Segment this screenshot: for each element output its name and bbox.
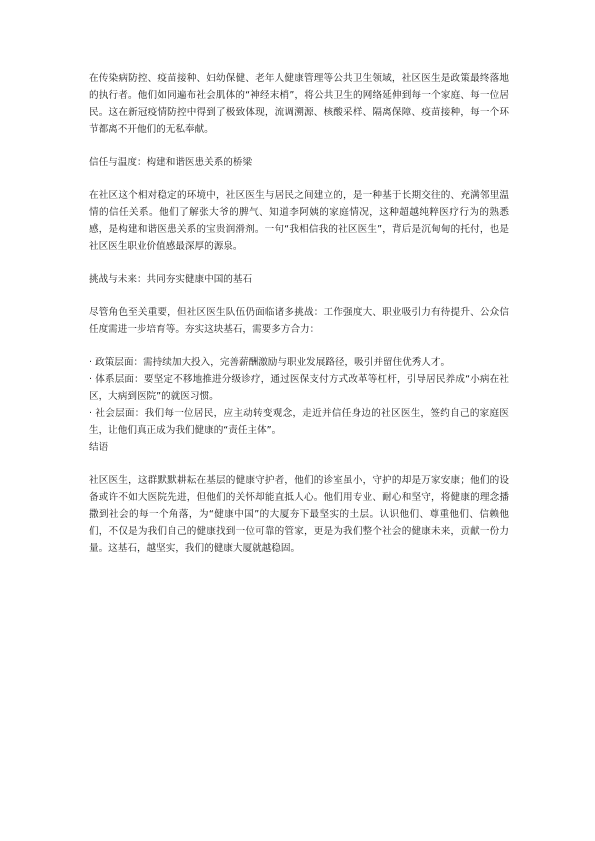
document-page bbox=[89, 70, 509, 557]
future-paragraph: 尽管角色至关重要，但社区医生队伍仍面临诸多挑战：工作强度大、职业吸引力有待提升、公众信任度需进一步培育等。夯实这块基石，需要多方合力： bbox=[89, 307, 509, 335]
section-heading-trust: 信任与温度：构建和谐医患关系的桥梁 bbox=[89, 157, 253, 168]
trust-paragraph: 在社区这个相对稳定的环境中，社区医生与居民之间建立的，是一种基于长期交往的、充满邻里温情的信任关系。他们了解张大爷的脾气、知道李阿姨的家庭情况，这种超越纯粹医疗行为的熟悉感，是构建和谐医患关系的宝贵润滑剂。一句“我相信我的社区医生”，背后是沉甸甸的托付，也是社区医生职业价值感最深厚的源泉。 bbox=[89, 190, 509, 252]
bullet-item-society: · 社会层面：我们每一位居民，应主动转变观念，走近并信任身边的社区医生，签约自己的家庭医生，让他们真正成为我们健康的“责任主体”。 bbox=[89, 408, 509, 436]
bullet-list bbox=[89, 354, 509, 439]
section-heading-conclusion: 结语 bbox=[89, 442, 109, 453]
bullet-item-policy: · 政策层面：需持续加大投入，完善薪酬激励与职业发展路径，吸引并留住优秀人才。 bbox=[89, 357, 451, 368]
intro-paragraph: 在传染病防控、疫苗接种、妇幼保健、老年人健康管理等公共卫生领域，社区医生是政策最终落地的执行者。他们如同遍布社会肌体的“神经末梢”，将公共卫生的网络延伸到每一个家庭、每一位居民。这在新冠疫情防控中得到了极致体现，流调溯源、核酸采样、隔离保障、疫苗接种，每一个环节都离不开他们的无私奉献。 bbox=[89, 73, 509, 135]
section-heading-future: 挑战与未来：共同夯实健康中国的基石 bbox=[89, 274, 253, 285]
conclusion-paragraph: 社区医生，这群默默耕耘在基层的健康守护者，他们的诊室虽小，守护的却是万家安康；他们的设备或许不如大医院先进，但他们的关怀却能直抵人心。他们用专业、耐心和坚守，将健康的理念播撒到社会的每一个角落，为“健康中国”的大厦夯下最坚实的土层。认识他们、尊重他们、信赖他们，不仅是为我们自己的健康找到一位可靠的管家，更是为我们整个社会的健康未来，贡献一份力量。这基石，越坚实，我们的健康大厦就越稳固。 bbox=[89, 475, 509, 554]
bullet-item-system: · 体系层面：要坚定不移地推进分级诊疗，通过医保支付方式改革等杠杆，引导居民养成“小病在社区，大病到医院”的就医习惯。 bbox=[89, 374, 509, 402]
